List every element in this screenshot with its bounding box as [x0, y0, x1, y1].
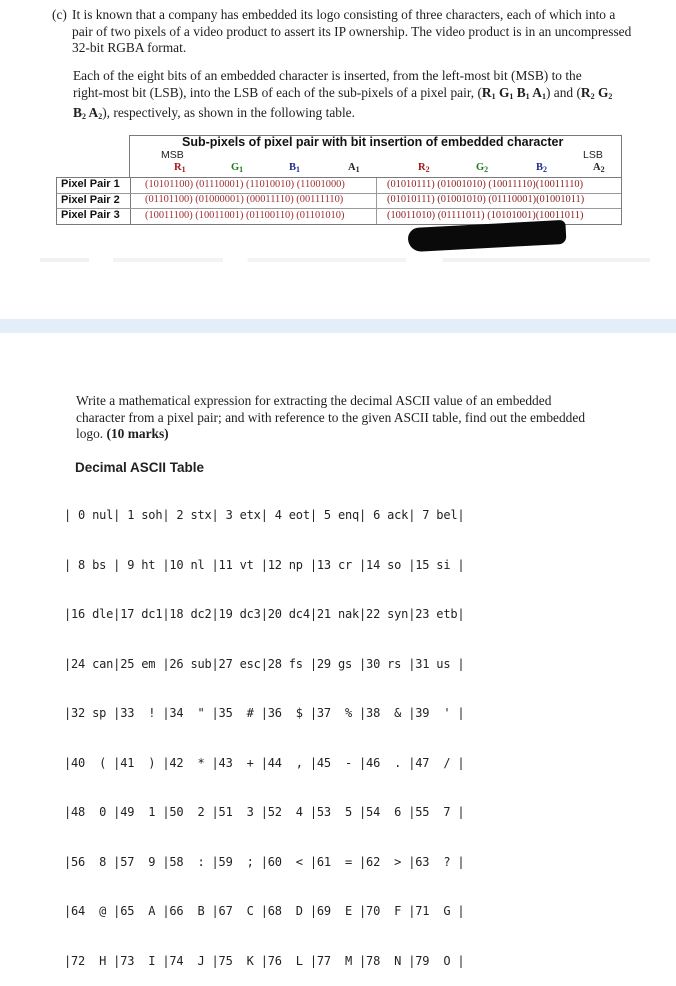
table-title: Sub-pixels of pixel pair with bit insertion of embedded character	[182, 135, 564, 149]
lsb-label: LSB	[583, 149, 603, 161]
row-label: Pixel Pair 3	[61, 209, 120, 221]
ascii-row: |24 can|25 em |26 sub|27 esc|28 fs |29 gs |30 rs |31 us |	[64, 656, 465, 671]
redaction-mark	[407, 220, 566, 252]
pixel2-bits: (10011010) (01111011) (10101001)(10011011)	[387, 209, 584, 221]
pixel1-bits: (10011100) (10011001) (01100110) (01101010)	[145, 209, 345, 221]
ascii-row: |40 ( |41 ) |42 * |43 + |44 , |45 - |46 . |47 / |	[64, 755, 465, 770]
ascii-row: |72 H |73 I |74 J |75 K |76 L |77 M |78 N |79 O |	[64, 953, 465, 968]
pixel-pair-table	[56, 135, 622, 222]
para2-part-a: Each of the eight bits of an embedded character is inserted, from the left-most bit (MSB) to the right-most bit (LSB), into the LSB of each of the sub-pixels of a pixel pair, (	[73, 68, 582, 100]
pixel2-bits: (01010111) (01001010) (10011110)(10011110)	[387, 178, 584, 190]
ascii-row: |64 @ |65 A |66 B |67 C |68 D |69 E |70 F |71 G |	[64, 904, 465, 918]
channel-b1: $B_1$	[289, 162, 301, 174]
channel-a1: $A_1$	[348, 162, 360, 174]
channel-g2: $G_2$	[476, 162, 489, 174]
pixel1-bits: (10101100) (01110001) (11010010) (11001000)	[145, 178, 345, 190]
pixel-rows	[56, 177, 622, 225]
ascii-row: | 8 bs | 9 ht |10 nl |11 vt |12 np |13 cr |14 so |15 si |	[64, 557, 465, 572]
ascii-row: |16 dle|17 dc1|18 dc2|19 dc3|20 dc4|21 nak|22 syn|23 etb|	[64, 607, 465, 621]
ascii-row: |32 sp |33 ! |34 " |35 # |36 $ |37 % |38 & |39 ' |	[64, 706, 465, 720]
scan-noise	[40, 258, 650, 262]
pixel2-bits: (01010111) (01001010) (01110001)(01001011)	[387, 194, 585, 205]
channel-b2: $B_2$	[536, 162, 548, 174]
msb-label: MSB	[161, 149, 184, 161]
pixel1-bits: (01101100) (01000001) (00011110) (00111110)	[145, 194, 344, 205]
para2-part-b: ) and (	[545, 84, 581, 100]
table-row	[57, 178, 621, 193]
row-label: Pixel Pair 1	[61, 178, 120, 190]
channel-g1: $G_1$	[231, 162, 244, 174]
table-row	[57, 193, 621, 209]
marks-label: (10 marks)	[106, 426, 169, 441]
ascii-row: |48 0 |49 1 |50 2 |51 3 |52 4 |53 5 |54 6 |55 7 |	[64, 805, 465, 819]
channel-r2: $R_2$	[418, 162, 430, 174]
ascii-table	[64, 474, 464, 986]
intro-text: It is known that a company has embedded its logo consisting of three characters, each of which into a pair of two pixels of a video product to assert its IP ownership. The video product is in an uncompressed 32-bit RGBA format.	[72, 7, 632, 55]
question-label: (c)	[52, 7, 67, 22]
channel-r1: $R_1$	[174, 162, 186, 174]
row-label: Pixel Pair 2	[61, 193, 120, 206]
ascii-table-title: Decimal ASCII Table	[75, 460, 205, 475]
bit-insertion-description	[73, 68, 613, 126]
page-separator-band	[0, 319, 676, 333]
channel-a2: $A_2$	[593, 162, 605, 174]
ascii-row: |56 8 |57 9 |58 : |59 ; |60 < |61 = |62 > |63 ? |	[64, 854, 465, 869]
ascii-row: | 0 nul| 1 soh| 2 stx| 3 etx| 4 eot| 5 enq| 6 ack| 7 bel|	[64, 508, 465, 522]
pixel1-subpixels: $R_1$ $G_1$ $B_1$ $A_1$	[481, 84, 546, 101]
task-text: Write a mathematical expression for extracting the decimal ASCII value of an embedded character from a pixel pair; and with reference to the given ASCII table, find out the embedded logo. (10 marks)	[76, 393, 586, 441]
pixel2-subpixels: $R_2$ $G_2$ $B_2$ $A_2$	[73, 84, 613, 121]
para2-part-c: ), respectively, as shown in the following table.	[102, 105, 355, 120]
